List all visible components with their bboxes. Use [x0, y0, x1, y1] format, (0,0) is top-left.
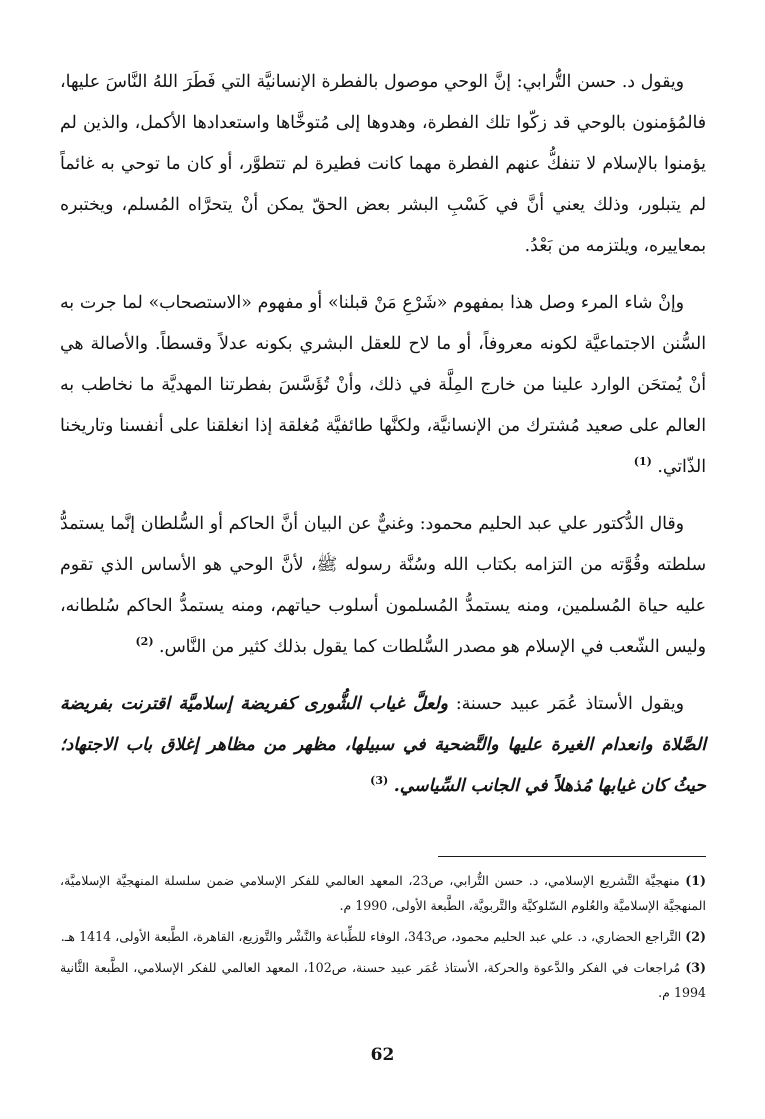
footnote-divider [438, 856, 706, 857]
paragraph-turabi [60, 62, 706, 267]
paragraph-shura [60, 684, 706, 807]
footnote-ref-3[interactable]: (3) [370, 774, 389, 788]
footnote-ref-2[interactable]: (2) [135, 635, 154, 649]
footnote-number: (2) [685, 929, 706, 944]
footnote-2 [60, 924, 706, 949]
footnote-1 [60, 868, 706, 918]
footnote-3 [60, 955, 706, 1005]
paragraph-mahmoud [60, 504, 706, 668]
page-number: 62 [370, 1045, 395, 1065]
paragraph-istishab [60, 283, 706, 488]
paragraph-text: ويقول د. حسن التُّرابي: إنَّ الوحي موصول بالفطرة الإنسانيَّة التي فَطَرَ اللهُ النَّاسَ عليها، فالمُؤمنون بالوحي قد زكّوا تلك الفطرة، وهدوها إلى مُتوخَّاها واستعدادها الأكمل، والذين لم يؤمنوا بالإسلام لا تنفكُّ عنهم الفطرة مهما كانت فطيرة لم تتطوَّر، أو كان ما توحي به غائماً لم يتبلور، وذلك يعني أنَّ في كَسْبِ البشر بعض الحقّ يمكن أنْ يتحرَّاه المُسلم، ويختبره بمعاييره، ويلتزمه من بَعْدُ. [60, 72, 706, 256]
paragraph-lead: ويقول الأستاذ عُمَر عبيد حسنة: [455, 694, 684, 714]
page-body [60, 62, 706, 823]
paragraph-quote: ولعلَّ غياب الشُّورى كفريضة إسلاميَّة اقترنت بفريضة الصَّلاة وانعدام الغيرة عليها والتَّضحية في سبيلها، مظهر من مظاهر إغلاق باب الاجتهاد؛ حيثُ كان غيابها مُذهلاً في الجانب السِّياسي. [60, 694, 706, 796]
paragraph-text: وقال الدُّكتور علي عبد الحليم محمود: وغنيٌّ عن البيان أنَّ الحاكم أو السُّلطان إنَّما يستمدُّ سلطته وقُوَّته من التزامه بكتاب الله وسُنَّة رسوله ﷺ، لأنَّ الوحي هو الأساس الذي تقوم عليه حياة المُسلمين، ومنه يستمدُّ المُسلمون أسلوب حياتهم، ومنه يستمدُّ الحاكم سُلطانه، وليس الشّعب في الإسلام هو مصدر السُّلطات كما يقول بذلك كثير من النَّاس. [60, 514, 706, 657]
footnote-text: مُراجعات في الفكر والدَّعوة والحركة، الأستاذ عُمَر عبيد حسنة، ص102، المعهد العالمي للفكر الإسلامي، الطَّبعة الثَّانية 1994 م. [60, 960, 706, 1000]
footnote-number: (3) [685, 960, 707, 975]
paragraph-text: وإنْ شاء المرء وصل هذا بمفهوم «شَرْعِ مَنْ قبلنا» أو مفهوم «الاستصحاب» لما جرت به السُّنن الاجتماعيَّة لكونه معروفاً، أو ما لاح للعقل البشري بكونه عدلاً وقسطاً. والأصالة هي أنْ يُمتحَن الوارد علينا من خارج المِلَّة في ذلك، وأنْ تُؤَسَّسَ بفطرتنا المهديَّة ما نخاطب به العالم على صعيد مُشترك من الإنسانيَّة، ولكنَّها طائفيَّة مُغلقة إذا انغلقنا على أنفسنا وتاريخنا الذّاتي. [60, 293, 706, 477]
footnotes [60, 868, 706, 1011]
footnote-text: التَّراجع الحضاري، د. علي عبد الحليم محمود، ص343، الوفاء للطِّباعة والنَّشْر والتَّوزيع، القاهرة، الطَّبعة الأولى، 1414 هـ. [60, 929, 682, 944]
footnote-text: منهجيَّة التَّشريع الإسلامي، د. حسن التُّرابي، ص23، المعهد العالمي للفكر الإسلامي ضمن سلسلة المنهجيَّة الإسلاميَّة، المنهجيَّة الإسلاميَّة والعُلوم السّلوكيَّة والتَّربويَّة، الطَّبعة الأولى، 1990 م. [60, 873, 706, 913]
footnote-number: (1) [685, 873, 706, 888]
footnote-ref-1[interactable]: (1) [633, 455, 652, 469]
